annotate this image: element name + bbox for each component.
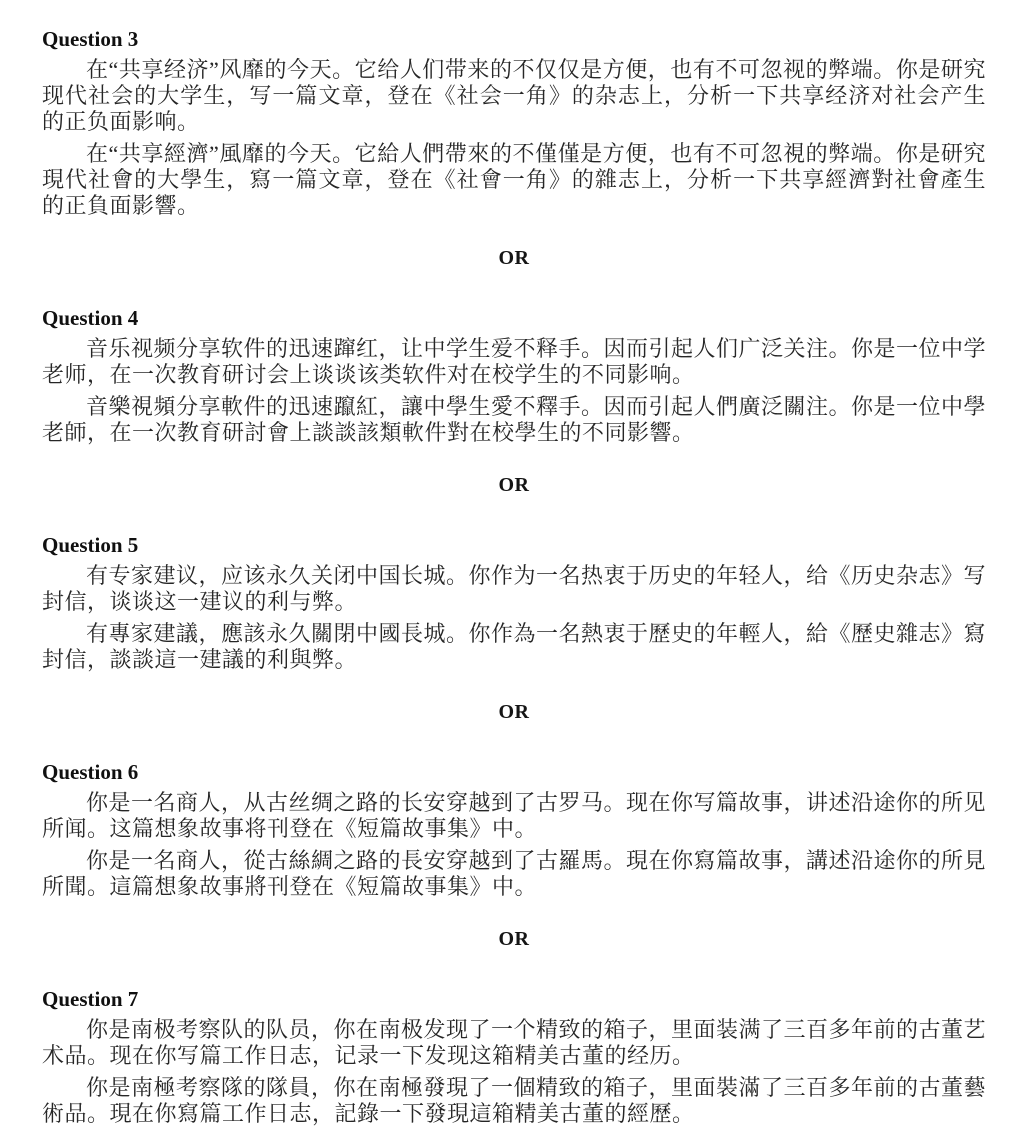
question-4-text-simplified: 音乐视频分享软件的迅速蹿红，让中学生爱不释手。因而引起人们广泛关注。你是一位中学老师，在一次教育研讨会上谈谈该类软件对在校学生的不同影响。	[42, 336, 987, 387]
question-3-text-simplified: 在“共享经济”风靡的今天。它给人们带来的不仅仅是方便，也有不可忽视的弊端。你是研究现代社会的大学生，写一篇文章，登在《社会一角》的杂志上，分析一下共享经济对社会产生的正负面影响。	[42, 57, 986, 134]
question-block-5	[42, 532, 986, 673]
question-3-text-traditional: 在“共享經濟”風靡的今天。它給人們帶來的不僅僅是方便，也有不可忽視的弊端。你是研究現代社會的大學生，寫一篇文章，登在《社會一角》的雜志上，分析一下共享經濟對社會產生的正負面影響。	[42, 141, 986, 218]
question-block-7	[42, 986, 986, 1127]
question-block-3	[42, 26, 986, 219]
or-divider: OR	[498, 247, 530, 269]
question-6-title: Question 6	[42, 760, 139, 784]
question-5-text-traditional: 有專家建議，應該永久關閉中國長城。你作為一名熱衷于歷史的年輕人，給《歷史雜志》寫封信，談談這一建議的利與弊。	[42, 621, 987, 672]
question-6-text-simplified: 你是一名商人，从古丝绸之路的长安穿越到了古罗马。现在你写篇故事，讲述沿途你的所见所闻。这篇想象故事将刊登在《短篇故事集》中。	[42, 790, 987, 841]
question-block-6	[42, 759, 986, 900]
question-7-text-traditional: 你是南極考察隊的隊員，你在南極發現了一個精致的箱子，里面裝滿了三百多年前的古董藝術品。現在你寫篇工作日志，記錄一下發現這箱精美古董的經歷。	[42, 1075, 987, 1126]
question-4-title: Question 4	[42, 306, 139, 330]
question-7-title: Question 7	[42, 987, 139, 1011]
question-5-title: Question 5	[42, 533, 139, 557]
question-5-text-simplified: 有专家建议，应该永久关闭中国长城。你作为一名热衷于历史的年轻人，给《历史杂志》写封信，谈谈这一建议的利与弊。	[42, 563, 987, 614]
or-divider: OR	[498, 928, 530, 950]
or-divider: OR	[498, 474, 530, 496]
question-7-text-simplified: 你是南极考察队的队员，你在南极发现了一个精致的箱子，里面装满了三百多年前的古董艺术品。现在你写篇工作日志，记录一下发现这箱精美古董的经历。	[42, 1017, 987, 1068]
question-6-text-traditional: 你是一名商人，從古絲綢之路的長安穿越到了古羅馬。現在你寫篇故事，講述沿途你的所見所聞。這篇想象故事將刊登在《短篇故事集》中。	[42, 848, 987, 899]
or-divider: OR	[498, 701, 530, 723]
question-4-text-traditional: 音樂視頻分享軟件的迅速躥紅，讓中學生愛不釋手。因而引起人們廣泛關注。你是一位中學老師，在一次教育研討會上談談該類軟件對在校學生的不同影響。	[42, 394, 987, 445]
question-block-4	[42, 305, 986, 446]
question-3-title: Question 3	[42, 27, 139, 51]
